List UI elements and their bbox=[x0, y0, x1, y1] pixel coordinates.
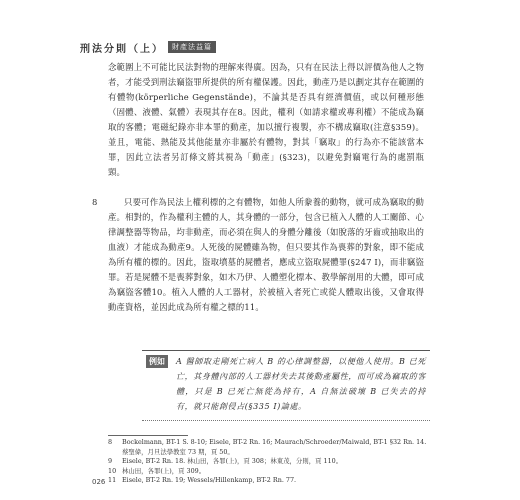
footnote-number: 11 bbox=[108, 476, 117, 485]
footnote bbox=[108, 476, 428, 486]
margin-number: 8 bbox=[92, 197, 98, 207]
running-header bbox=[80, 40, 216, 54]
footnote-text: Eisele, BT-2 Rn. 18. 林山田，各罪(上)，頁 308；林東茂，分則，頁 110。 bbox=[122, 457, 343, 466]
footnote bbox=[108, 438, 428, 457]
footnote bbox=[108, 467, 428, 477]
body-paragraph-1: 念範圍上不可能比民法對物的理解來得廣。因為，只有在民法上得以評價為他人之物者，才能受到刑法竊盜罪所提供的所有權保護。因此，動產乃是以劃定其存在範圍的有體物(körperliche Gegenstände)，不論其是否具有經濟價值，或以何種形態（固體、液體、氣體）表現其存在8。因此，權利（如請求權或專利權）不能成為竊取的客體；電磁紀錄亦非本罪的動產，加以擅行複製，亦不構成竊取(注意§359)。並且，電能、熱能及其他能量亦非屬於有體物，對其「竊取」的行為亦不能該當本罪，因此立法者另訂條文將其視為「動產」(§323)，以避免對竊電行為的處罰瓶頸。 bbox=[108, 62, 424, 177]
footnote-text: Eisele, BT-2 Rn. 19; Wessels/Hillenkamp, BT-2 Rn. 77. bbox=[122, 476, 297, 485]
footnote-text: 林山田，各罪(上)，頁 309。 bbox=[122, 466, 206, 475]
example-label: 例如 bbox=[146, 355, 168, 368]
footnotes bbox=[108, 438, 428, 486]
footnote-number: 8 bbox=[108, 438, 113, 446]
volume-tag: 財產法益篇 bbox=[168, 41, 216, 53]
page-number: 026 bbox=[92, 478, 106, 486]
footnote-divider bbox=[108, 435, 188, 436]
example-text: A 醫師取走剛死亡病人 B 的心律調整器，以便他人使用。B 已死亡，其身體內部的人工器材失去其後動產屬性，而可成為竊取的客體，只是 B 已死亡無從為持有，A 自無法破壞 B 已失去的持有，就只能創侵占(§335 I)論處。 bbox=[176, 357, 426, 411]
footnote bbox=[108, 457, 428, 467]
body-paragraph-2: 只要可作為民法上權利標的之有體物，如他人所豢養的動物，就可成為竊取的動產。相對的，作為權利主體的人，其身體的一部分，包含已植入人體的人工關節、心律調整器等物品，均非動產，而必須在與人的身體分離後（如脫落的牙齒或抽取出的血液）才能成為動產9。人死後的屍體雖為物，但只要其作為喪葬的對象，即不能成為所有權的標的。因此，盜取墳墓的屍體者，應成立盜取屍體罪(§247 I)，而非竊盜罪。若是屍體不是喪葬對象，如木乃伊、人體塑化標本、教學解剖用的大體，即可成為竊盜客體10。植入人體的人工器材，於被植入者死亡或從人體取出後，又會取得動產資格，並因此成為所有權之標的11。 bbox=[108, 197, 424, 312]
book-title: 刑法分則（上） bbox=[80, 43, 164, 55]
example-top-rule bbox=[142, 350, 430, 351]
footnote-number: 9 bbox=[108, 457, 113, 466]
footnote-number: 10 bbox=[108, 466, 117, 475]
footnote-text: Bockelmann, BT-1 S. 8-10; Eisele, BT-2 Rn. 16; Maurach/Schroeder/Maiwald, BT-1 §32 Rn. 14. 蔡聖偉，月旦法學教室 73 期，頁 50。 bbox=[122, 438, 427, 456]
example-bottom-rule bbox=[142, 420, 430, 421]
